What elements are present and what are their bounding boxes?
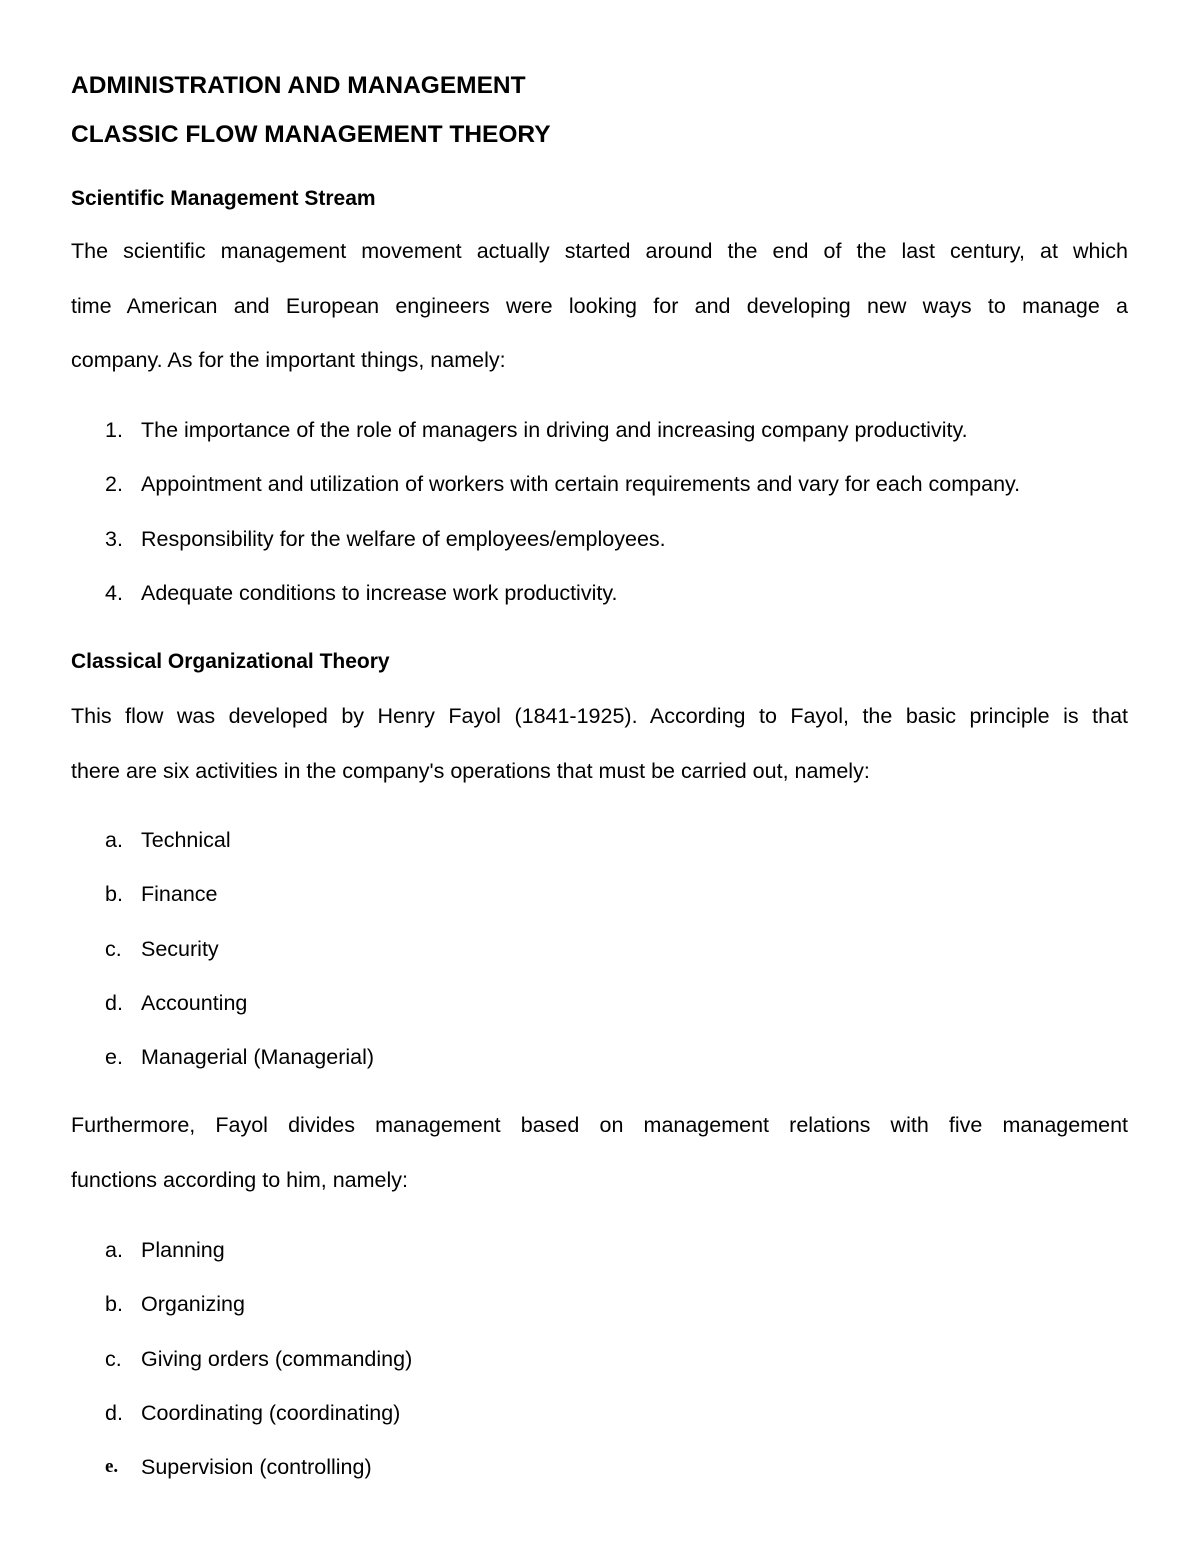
document-subtitle: CLASSIC FLOW MANAGEMENT THEORY <box>71 121 551 148</box>
list-item-text: Technical <box>141 828 231 852</box>
list-item-text: Accounting <box>141 990 248 1015</box>
list-item <box>71 1332 412 1386</box>
list-item-text: Planning <box>141 1238 225 1262</box>
paragraph-line: The scientific management movement actually started around the end of the last century, at which <box>71 239 1128 263</box>
list-item <box>71 867 374 921</box>
list-item-text: The importance of the role of managers in driving and increasing company productivity. <box>141 418 968 442</box>
paragraph-scientific-management <box>71 224 1128 388</box>
list-marker: e. <box>105 1045 123 1070</box>
list-item-text: Security <box>141 936 219 961</box>
paragraph-fayol <box>71 689 1128 798</box>
section-heading-classical-organizational-theory: Classical Organizational Theory <box>71 650 390 673</box>
list-item-text: Coordinating (coordinating) <box>141 1400 401 1425</box>
list-marker: e. <box>105 1456 119 1478</box>
list-item-text: Finance <box>141 882 218 907</box>
paragraph-management-functions <box>71 1098 1128 1207</box>
list-item <box>71 976 374 1030</box>
document-title: ADMINISTRATION AND MANAGEMENT <box>71 72 526 99</box>
list-item-text: Managerial (Managerial) <box>141 1045 375 1070</box>
list-item-text: Adequate conditions to increase work productivity. <box>141 580 618 605</box>
list-item-text: Appointment and utilization of workers with certain requirements and vary for each company. <box>141 472 1021 497</box>
list-marker: 4. <box>105 580 123 605</box>
list-item-text: Responsibility for the welfare of employees/employees. <box>141 526 666 551</box>
list-item <box>71 813 374 867</box>
paragraph-line: Furthermore, Fayol divides management based on management relations with five management <box>71 1113 1128 1137</box>
list-item-text: Organizing <box>141 1292 245 1317</box>
list-item <box>71 1440 412 1494</box>
list-item-text: Giving orders (commanding) <box>141 1346 413 1371</box>
paragraph-line: This flow was developed by Henry Fayol (1841-1925). According to Fayol, the basic principle is that <box>71 704 1128 728</box>
list-marker: 3. <box>105 526 123 551</box>
list-item <box>71 1386 412 1440</box>
paragraph-line: company. As for the important things, namely: <box>71 348 506 372</box>
list-item <box>71 922 374 976</box>
list-item <box>71 1030 374 1084</box>
list-item <box>71 1223 412 1277</box>
list-marker: d. <box>105 1400 123 1425</box>
paragraph-line: time American and European engineers were looking for and developing new ways to manage a <box>71 293 1128 318</box>
lettered-list-functions <box>71 1223 412 1494</box>
list-item <box>71 566 1020 620</box>
list-item <box>71 403 1020 457</box>
list-marker: 1. <box>105 418 123 442</box>
list-marker: c. <box>105 1346 122 1371</box>
list-marker: b. <box>105 882 123 907</box>
numbered-list-important-things <box>71 403 1020 620</box>
list-marker: d. <box>105 990 123 1015</box>
list-item <box>71 457 1020 511</box>
list-marker: 2. <box>105 472 123 497</box>
lettered-list-activities <box>71 813 374 1084</box>
list-marker: a. <box>105 828 123 852</box>
list-marker: a. <box>105 1238 123 1262</box>
list-item <box>71 1277 412 1331</box>
list-marker: c. <box>105 936 122 961</box>
list-item <box>71 512 1020 566</box>
section-heading-scientific-management: Scientific Management Stream <box>71 187 376 210</box>
paragraph-line: there are six activities in the company's operations that must be carried out, namely: <box>71 758 870 783</box>
list-item-text: Supervision (controlling) <box>141 1455 372 1480</box>
list-marker: b. <box>105 1292 123 1317</box>
paragraph-line: functions according to him, namely: <box>71 1167 408 1192</box>
